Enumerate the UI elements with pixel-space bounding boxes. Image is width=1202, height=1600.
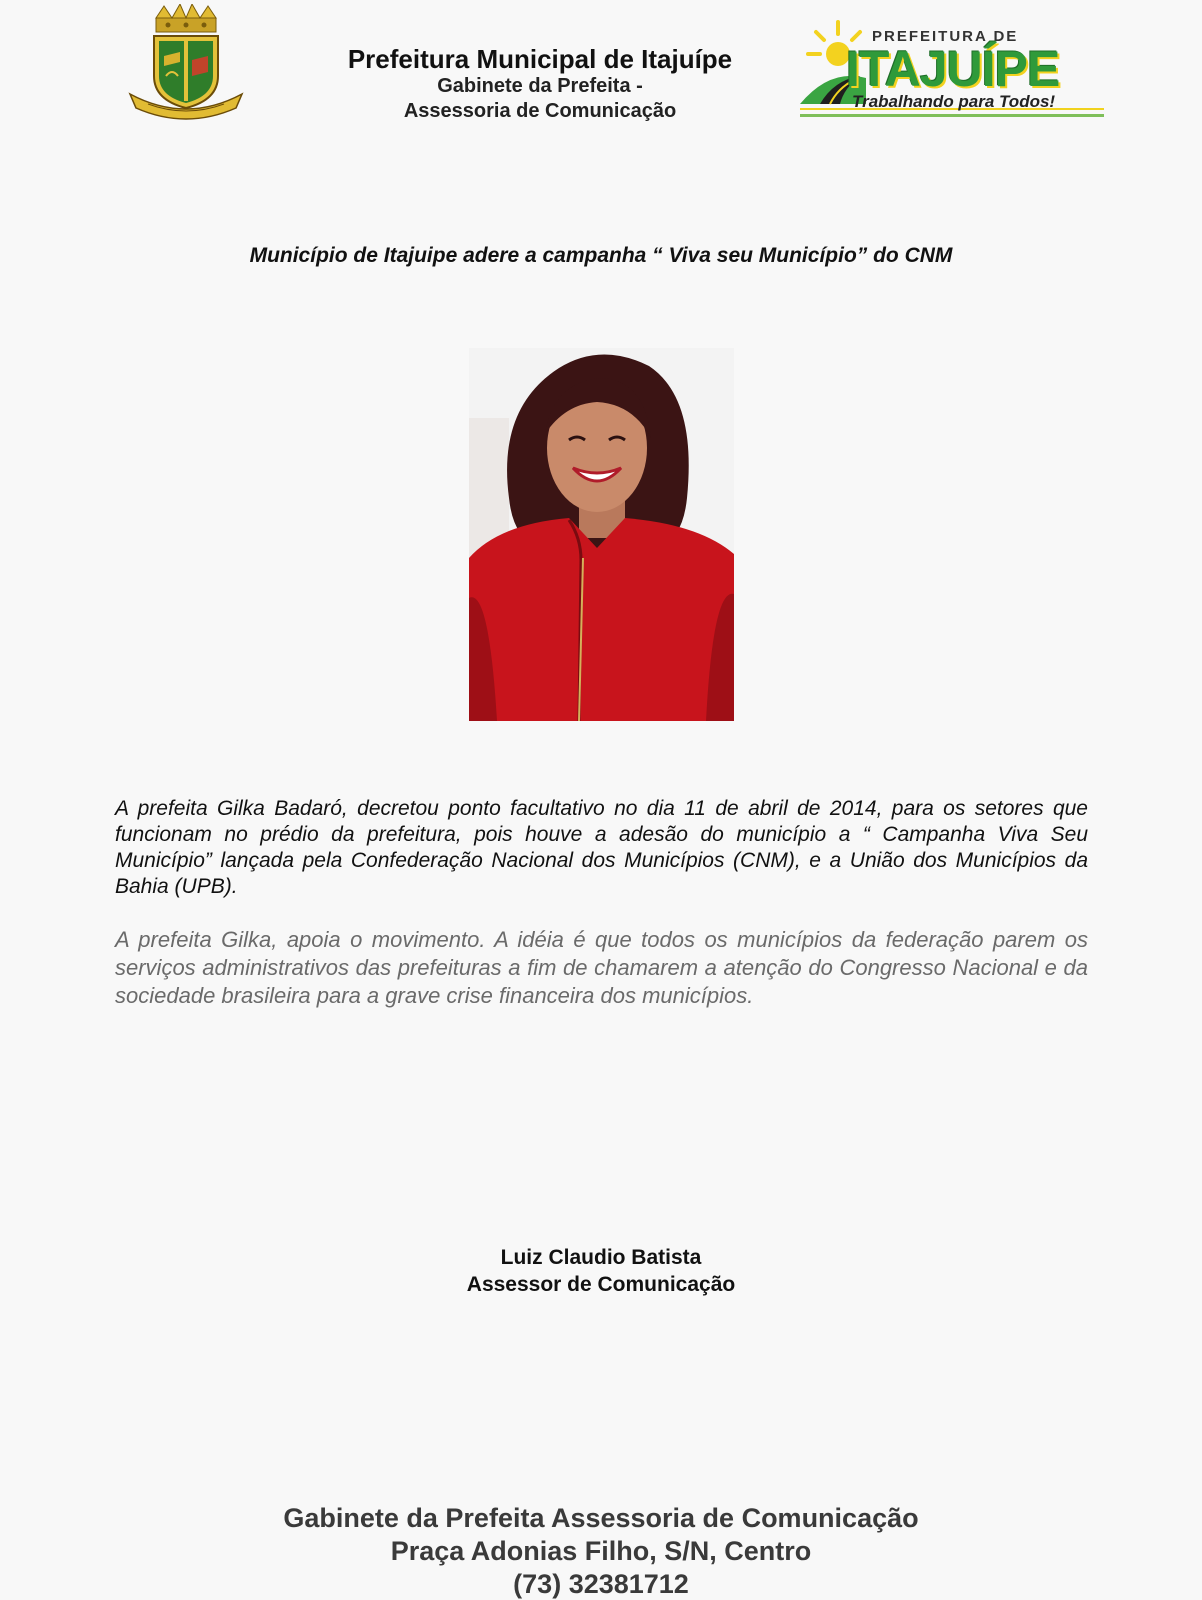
signer-role: Assessor de Comunicação [466,1273,736,1296]
footer-office: Gabinete da Prefeita Assessoria de Comunicação [283,1503,919,1533]
document-heading: Município de Itajuipe adere a campanha “ Viva seu Município” do CNM [249,244,953,267]
office-line: Gabinete da Prefeita - [437,75,643,97]
brand-rule-green [800,114,1104,117]
itajuipe-brand-logo [800,18,1104,122]
footer-block [0,1502,1202,1600]
signature-block [0,1244,1202,1298]
municipal-coat-of-arms-logo [128,4,244,122]
brand-tagline: Trabalhando para Todos! [852,92,1056,111]
footer-address: Praça Adonias Filho, S/N, Centro [390,1536,812,1566]
brand-prefix: PREFEITURA DE [872,28,1019,45]
mayor-portrait-photo [469,348,734,721]
letterhead [0,0,1202,140]
brand-name: ITAJUÍPE [846,41,1060,97]
body-paragraph-2: A prefeita Gilka, apoia o movimento. A idéia é que todos os municípios da federação parem os serviços administrativos das prefeituras a fim de chamarem a atenção do Congresso Nacional e da sociedade brasileira para a grave crise financeira dos municípios. [115,927,1088,1008]
municipality-title: Prefeitura Municipal de Itajuípe [347,44,733,74]
department-line: Assessoria de Comunicação [403,100,677,122]
header-text-block [300,44,780,124]
body-paragraph-1: A prefeita Gilka Badaró, decretou ponto facultativo no dia 11 de abril de 2014, para os setores que funcionam no prédio da prefeitura, pois houve a adesão do município a “ Campanha Viva Seu Município” lançada pela Confederação Nacional dos Municípios (CNM), e a União dos Municípios da Bahia (UPB). [115,797,1088,898]
footer-phone: (73) 32381712 [513,1569,689,1599]
signer-name: Luiz Claudio Batista [500,1246,702,1269]
